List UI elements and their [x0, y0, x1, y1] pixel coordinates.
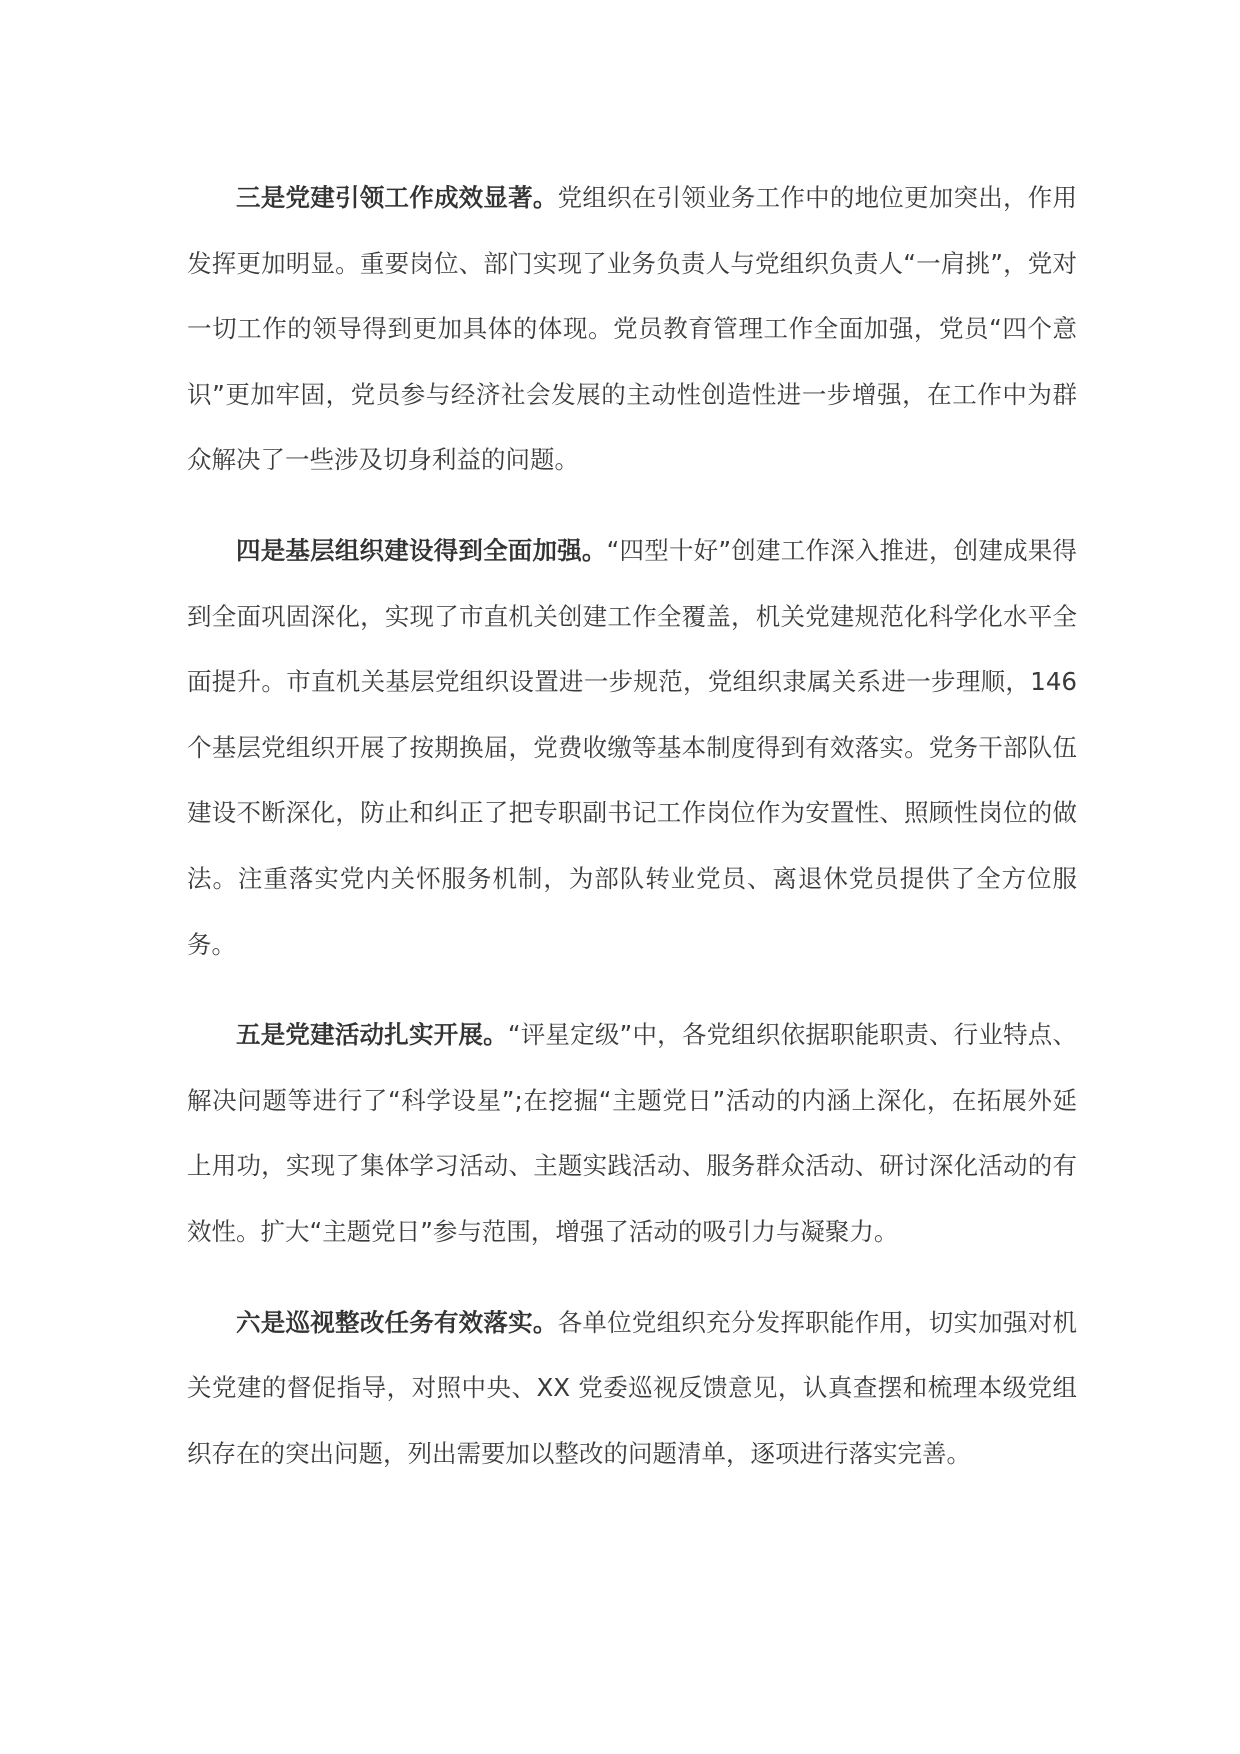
document-body	[187, 165, 1077, 1511]
paragraph-party-activities	[187, 1002, 1077, 1264]
paragraph-heading: 六是巡视整改任务有效落实。	[236, 1307, 558, 1337]
paragraph-text: 各单位党组织充分发挥职能作用，切实加强对机关党建的督促指导，对照中央、XX 党委巡视反馈意见，认真查摆和梳理本级党组织存在的突出问题，列出需要加以整改的问题清单，逐项进行落实完善。	[187, 1307, 1078, 1468]
paragraph-text: “四型十好”创建工作深入推进，创建成果得到全面巩固深化，实现了市直机关创建工作全覆盖，机关党建规范化科学化水平全面提升。市直机关基层党组织设置进一步规范，党组织隶属关系进一步理顺，146 个基层党组织开展了按期换届，党费收缴等基本制度得到有效落实。党务干部队伍建设不断深化，防止和纠正了把专职副书记工作岗位作为安置性、照顾性岗位的做法。注重落实党内关怀服务机制，为部队转业党员、离退休党员提供了全方位服务。	[187, 535, 1077, 959]
paragraph-text: “评星定级”中，各党组织依据职能职责、行业特点、解决问题等进行了“科学设星”;在挖掘“主题党日”活动的内涵上深化，在拓展外延上用功，实现了集体学习活动、主题实践活动、服务群众活动、研讨深化活动的有效性。扩大“主题党日”参与范围，增强了活动的吸引力与凝聚力。	[187, 1020, 1078, 1246]
paragraph-grassroots-organization	[187, 518, 1077, 977]
paragraph-text: 党组织在引领业务工作中的地位更加突出，作用发挥更加明显。重要岗位、部门实现了业务负责人与党组织负责人“一肩挑”，党对一切工作的领导得到更加具体的体现。党员教育管理工作全面加强，党员“四个意识”更加牢固，党员参与经济社会发展的主动性创造性进一步增强，在工作中为群众解决了一些涉及切身利益的问题。	[187, 183, 1078, 475]
paragraph-heading: 三是党建引领工作成效显著。	[236, 183, 558, 212]
paragraph-heading: 五是党建活动扎实开展。	[236, 1020, 508, 1050]
paragraph-heading: 四是基层组织建设得到全面加强。	[236, 535, 607, 565]
paragraph-party-building-leadership	[187, 165, 1077, 493]
paragraph-inspection-rectification	[187, 1290, 1077, 1487]
